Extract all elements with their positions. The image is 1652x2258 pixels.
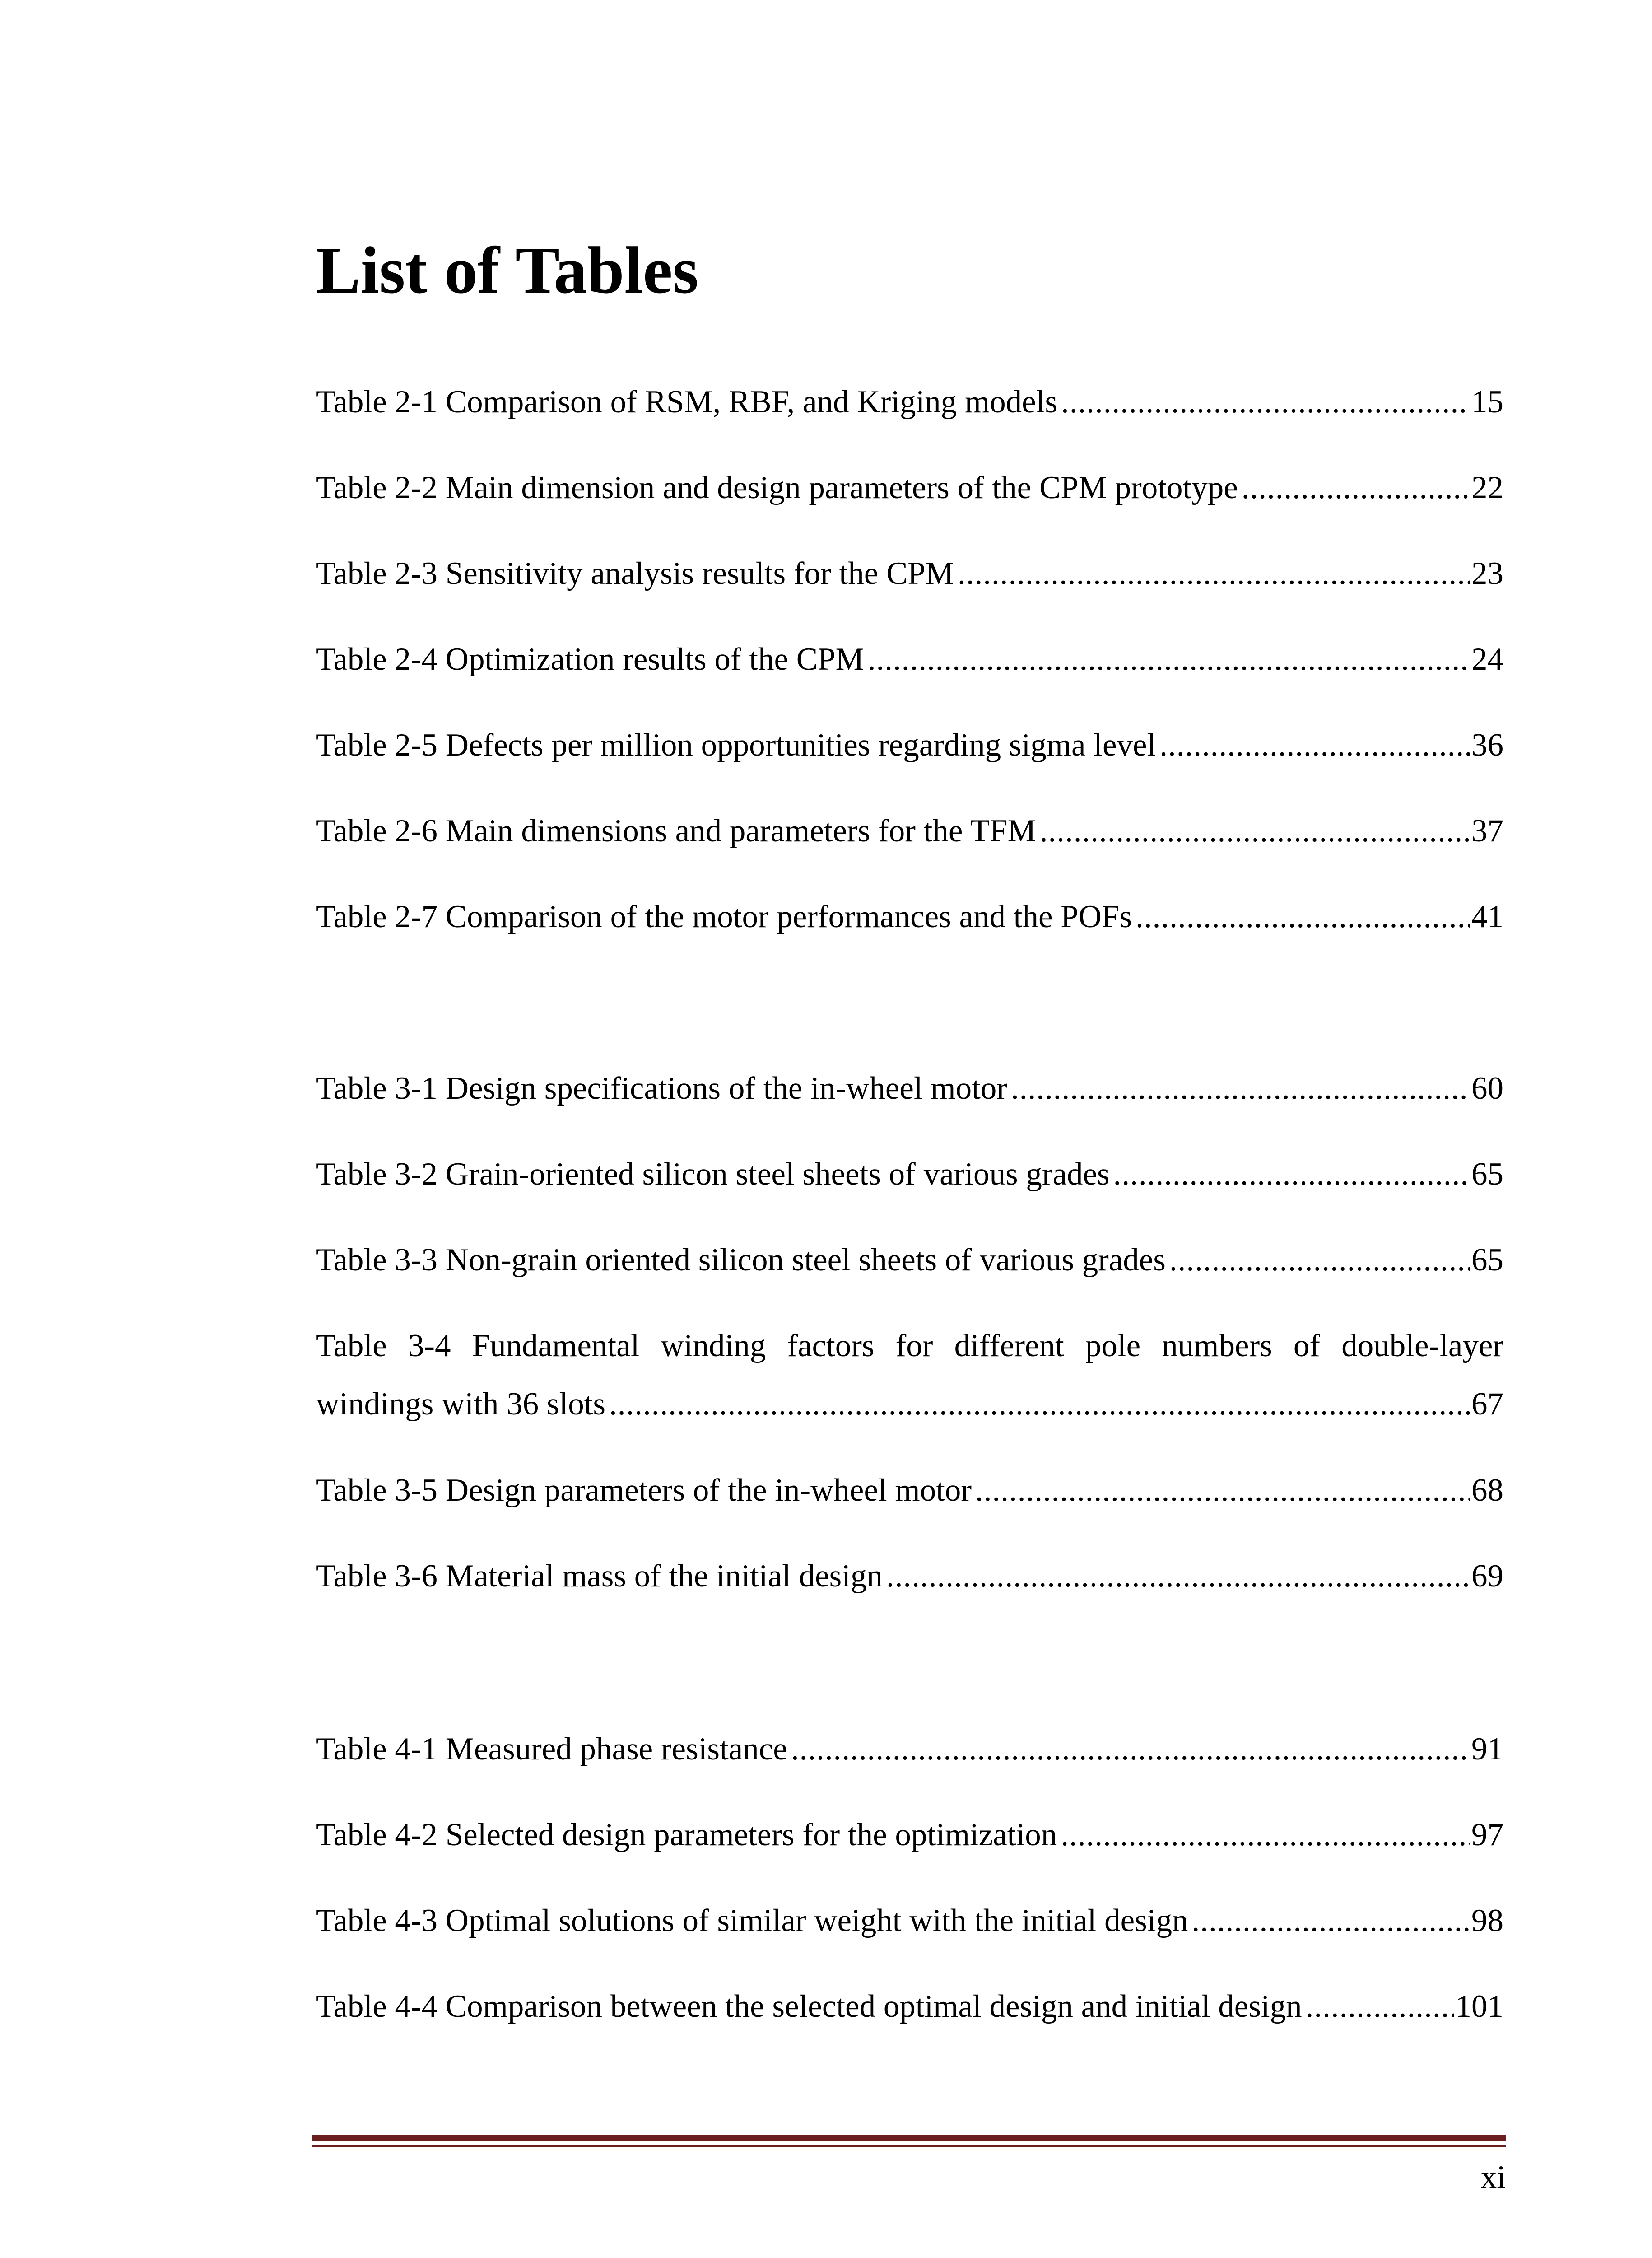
toc-entry-page: 22 (1471, 470, 1503, 505)
toc-entry-page: 60 (1471, 1071, 1503, 1106)
dot-leader (1192, 1905, 1470, 1937)
toc-entry-page: 24 (1471, 642, 1503, 677)
dot-leader (1169, 1244, 1470, 1276)
dot-leader (1113, 1158, 1470, 1190)
dot-leader (1061, 386, 1470, 418)
toc-entry-table-4-1[interactable] (316, 1733, 1503, 1765)
toc-entry-page: 68 (1471, 1473, 1503, 1508)
toc-entry-page: 65 (1471, 1157, 1503, 1192)
dot-leader (1135, 901, 1470, 933)
footer-rule-thick (312, 2135, 1506, 2141)
label-word: Fundamental (472, 1328, 640, 1363)
dot-leader (958, 558, 1470, 590)
toc-entry-label: windings with 36 slots (316, 1386, 606, 1422)
toc-entry-label: Table 2-2 Main dimension and design parameters of the CPM prototype (316, 470, 1238, 505)
toc-entry-label: Table 4-1 Measured phase resistance (316, 1731, 787, 1767)
toc-entry-table-2-6[interactable] (316, 815, 1503, 847)
toc-entry-label: Table 2-3 Sensitivity analysis results for the CPM (316, 556, 954, 591)
toc-entry-label: Table 3-6 Material mass of the initial design (316, 1558, 883, 1594)
toc-entry-table-4-3[interactable] (316, 1905, 1503, 1937)
toc-entry-table-2-5[interactable] (316, 729, 1503, 761)
toc-entry-page: 69 (1471, 1558, 1503, 1594)
label-word: Table (316, 1328, 387, 1363)
toc-entry-table-4-4[interactable] (316, 1991, 1503, 2023)
label-word: of (1293, 1328, 1321, 1363)
toc-entry-page: 41 (1471, 899, 1503, 934)
toc-entry-table-3-3[interactable] (316, 1244, 1503, 1276)
label-word: 3-4 (408, 1328, 451, 1363)
page-title: List of Tables (316, 233, 699, 308)
toc-entry-label: Table 4-2 Selected design parameters for the optimization (316, 1817, 1057, 1852)
label-word: numbers (1162, 1328, 1272, 1363)
toc-entry-page: 67 (1471, 1386, 1503, 1422)
toc-entry-page: 37 (1471, 813, 1503, 849)
toc-entry-label: Table 2-7 Comparison of the motor performances and the POFs (316, 899, 1132, 934)
toc-entry-table-3-1[interactable] (316, 1073, 1503, 1105)
dot-leader (791, 1733, 1470, 1765)
dot-leader (1061, 1819, 1470, 1851)
toc-entry-table-3-6[interactable] (316, 1560, 1503, 1592)
toc-entry-table-3-4[interactable] (316, 1330, 1503, 1420)
toc-entry-page: 36 (1471, 728, 1503, 763)
toc-entry-page: 91 (1471, 1731, 1503, 1767)
toc-entry-table-2-3[interactable] (316, 558, 1503, 590)
toc-entry-label: Table 3-1 Design specifications of the in-wheel motor (316, 1071, 1007, 1106)
toc-entry-page: 101 (1455, 1989, 1503, 2024)
toc-entry-table-3-2[interactable] (316, 1158, 1503, 1190)
toc-entry-label: Table 3-5 Design parameters of the in-wheel motor (316, 1473, 972, 1508)
toc-entry-label: Table 3-3 Non-grain oriented silicon steel sheets of various grades (316, 1242, 1166, 1278)
dot-leader (868, 644, 1470, 676)
dot-leader (1159, 729, 1470, 761)
footer-rule-thin (312, 2145, 1506, 2147)
toc-entry-table-2-4[interactable] (316, 644, 1503, 676)
toc-entry-label: Table 2-4 Optimization results of the CPM (316, 642, 864, 677)
toc-entry-label: Table 4-4 Comparison between the selected optimal design and initial design (316, 1989, 1302, 2024)
label-word: winding (661, 1328, 766, 1363)
toc-entry-label: Table 2-6 Main dimensions and parameters for the TFM (316, 813, 1036, 849)
label-word: double-layer (1341, 1328, 1503, 1363)
toc-entry-label-line1 (316, 1330, 1503, 1362)
dot-leader (1306, 1991, 1454, 2023)
toc-entry-label: Table 4-3 Optimal solutions of similar weight with the initial design (316, 1903, 1188, 1938)
toc-entry-page: 98 (1471, 1903, 1503, 1938)
page-number: xi (1480, 2160, 1506, 2195)
label-word: factors (787, 1328, 875, 1363)
toc-entry-table-3-5[interactable] (316, 1474, 1503, 1507)
toc-entry-table-2-1[interactable] (316, 386, 1503, 418)
toc-entry-page: 15 (1471, 384, 1503, 420)
toc-entry-table-2-7[interactable] (316, 901, 1503, 933)
toc-entry-label: Table 2-1 Comparison of RSM, RBF, and Kriging models (316, 384, 1058, 420)
toc-entry-page: 23 (1471, 556, 1503, 591)
dot-leader (975, 1474, 1470, 1507)
toc-entry-label: Table 2-5 Defects per million opportunities regarding sigma level (316, 728, 1156, 763)
toc-entry-page: 65 (1471, 1242, 1503, 1278)
dot-leader (609, 1388, 1470, 1420)
toc-entry-table-2-2[interactable] (316, 472, 1503, 504)
dot-leader (1011, 1073, 1470, 1105)
toc-entry-page: 97 (1471, 1817, 1503, 1852)
toc-entry-table-4-2[interactable] (316, 1819, 1503, 1851)
dot-leader (1242, 472, 1470, 504)
dot-leader (1040, 815, 1470, 847)
toc-entry-label-line2 (316, 1388, 1503, 1420)
dot-leader (886, 1560, 1470, 1592)
label-word: for (895, 1328, 933, 1363)
toc-entry-label: Table 3-2 Grain-oriented silicon steel sheets of various grades (316, 1157, 1110, 1192)
label-word: pole (1085, 1328, 1141, 1363)
label-word: different (954, 1328, 1064, 1363)
